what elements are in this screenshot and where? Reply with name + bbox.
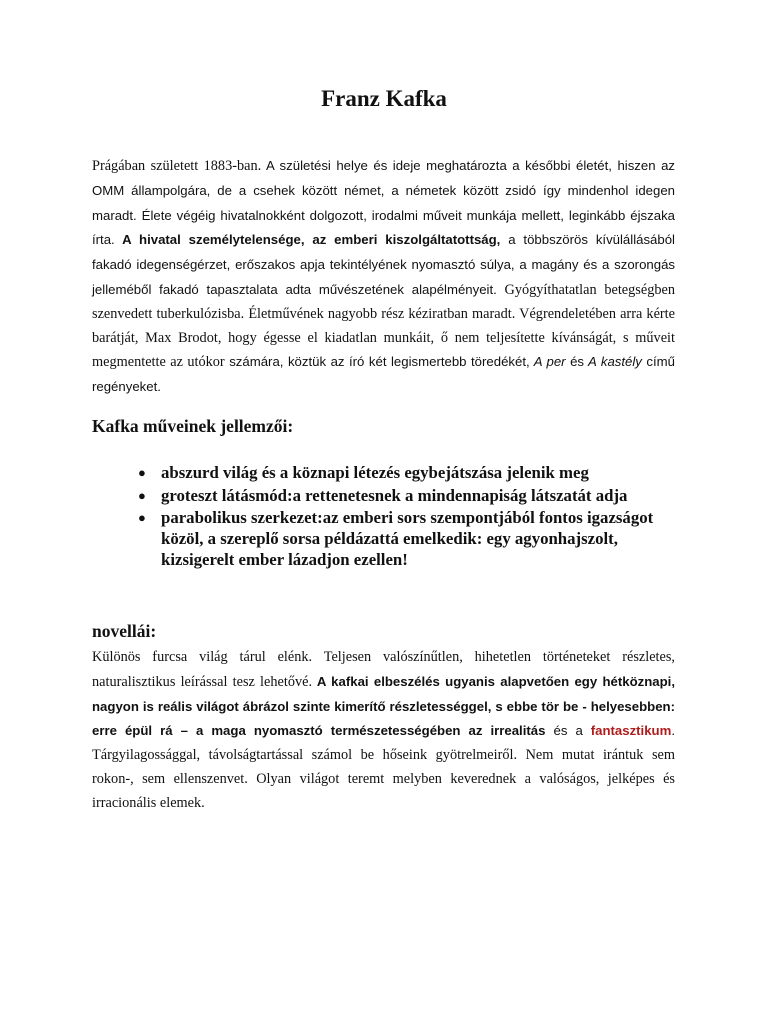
novellak-text: és a	[545, 723, 583, 739]
work-title-a-per: A per	[529, 354, 566, 370]
intro-text: a többszörös kívülállásából fakadó idegenségérzet, erőszakos apja tekintélyének nyomasztó súlya, a magány és a szorongás jelleméből fakadó tapasztalata adta művészetének alapélményeit.	[92, 232, 675, 297]
list-item-text: groteszt látásmód:a rettenetesnek a mindennapiság látszatát adja	[161, 485, 628, 505]
novellak-text: .	[671, 723, 676, 739]
intro-text: Prágában született 1883-ban.	[92, 158, 262, 174]
intro-paragraph	[92, 154, 675, 400]
intro-text: számára, köztük az író két legismertebb töredékét,	[224, 354, 530, 370]
highlight-fantasztikum: fantasztikum	[590, 723, 672, 739]
novellak-text: Különös furcsa világ tárul elénk. Teljesen valószínűtlen, hihetetlen történeteket részletes, naturalisztikus leírással tesz lehetővé.	[92, 649, 675, 690]
list-item	[138, 462, 678, 483]
novellak-text: Tárgyilagossággal, távolságtartással számol be hőseink gyötrelmeiről. Nem mutat irántuk sem rokon-, sem ellenszenvet. Olyan világot teremt melyben keverednek a valóságos, jelképes és irracionális elemek.	[92, 747, 675, 811]
intro-text: Gyógyíthatatlan betegségben szenvedett tuberkulózisba. Életművének nagyobb rész kéziratban maradt. Végrendeletében arra kérte barátját, Max Brodot, hogy égesse el kiadatlan munkáit, ő nem teljesítette kívánságát, s műveit megmentette az utókor	[92, 281, 675, 371]
novellak-heading: novellái:	[92, 621, 157, 641]
intro-text: A születési helye és ideje meghatározta a későbbi életét, hiszen az OMM állampolgára, de a csehek között német, a németek között zsidó így mindenhol idegen maradt.	[92, 158, 675, 223]
bullet-icon: ●	[138, 465, 146, 480]
novellak-bold-text: A kafkai elbeszélés ugyanis alapvetően egy hétköznapi, nagyon is reális világot ábrázol szinte kimerítő részletességgel, s ebbe tör be - helyesebben: erre épül rá – a maga nyomasztó természetességében az irrealitás	[92, 673, 675, 739]
list-item-text: parabolikus szerkezet:az emberi sors szempontjából fontos igazságot közöl, a szereplő sorsa példázattá emelkedik: egy agyonhajszolt, kizsigerelt ember lázadjon ezellen!	[161, 508, 654, 569]
list-item	[138, 507, 678, 570]
intro-text: és	[565, 354, 585, 370]
bullet-icon: ●	[138, 487, 146, 503]
bullet-icon: ●	[138, 510, 146, 525]
list-item-text: abszurd világ és a köznapi létezés egybejátszása jelenik meg	[161, 463, 589, 482]
novellak-paragraph	[92, 646, 675, 816]
list-item	[138, 485, 678, 506]
intro-text: Élete végéig hivatalnokként dolgozott, irodalmi műveit munkája mellett, leginkább éjszaka írta.	[92, 207, 675, 248]
features-heading: Kafka műveinek jellemzői:	[92, 416, 294, 436]
work-title-a-kastely: A kastély	[584, 354, 642, 370]
page-title: Franz Kafka	[321, 86, 447, 111]
features-list	[138, 462, 678, 572]
intro-text: című regényeket.	[92, 354, 675, 395]
intro-bold-text: A hivatal személytelensége, az emberi kiszolgáltatottság,	[114, 232, 501, 248]
